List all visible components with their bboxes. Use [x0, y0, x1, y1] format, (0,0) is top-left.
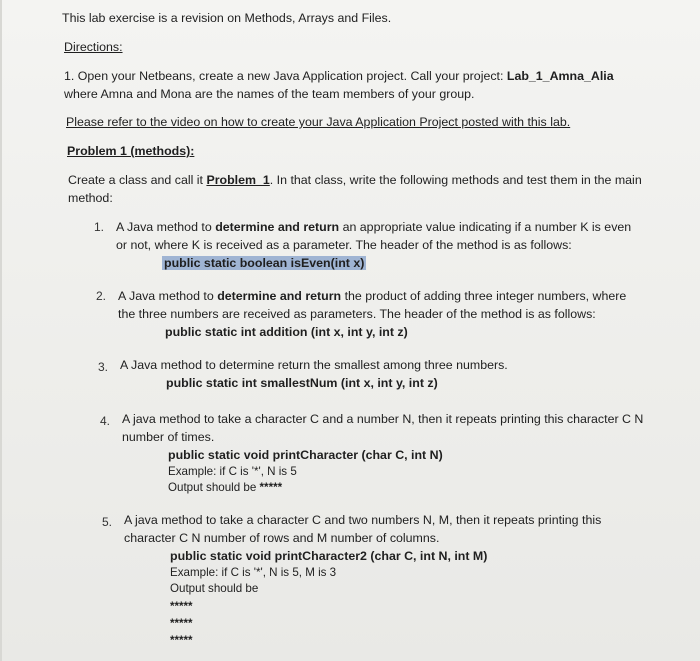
item-4-output: Output should be ***** — [168, 481, 283, 494]
item-3-line1: A Java method to determine return the smallest among three numbers. — [120, 358, 508, 372]
item-5-output-row: ***** — [170, 617, 193, 630]
item-4-line2: number of times. — [122, 430, 215, 444]
directions-heading: Directions: — [64, 40, 123, 54]
item-4-line1: A java method to take a character C and a number N, then it repeats printing this character C N — [122, 412, 644, 426]
item-number: 2. — [96, 289, 107, 303]
item-1-line2: or not, where K is received as a parameter. The header of the method is as follows: — [116, 238, 572, 252]
item-5-output-label: Output should be — [170, 582, 259, 595]
problem1-heading: Problem 1 (methods): — [67, 144, 195, 158]
step1-line2: where Amna and Mona are the names of the team members of your group. — [64, 87, 475, 101]
item-2-header: public static int addition (int x, int y, int z) — [165, 325, 408, 339]
item-1-header: public static boolean isEven(int x) — [164, 256, 365, 270]
item-number: 1. — [94, 220, 105, 234]
item-5-output-row: ***** — [170, 600, 193, 613]
create-class-line1: Create a class and call it Problem_1. In that class, write the following methods and test them in the main — [68, 173, 642, 187]
item-5-output-row: ***** — [170, 634, 193, 647]
item-4-example: Example: if C is '*', N is 5 — [168, 465, 297, 478]
item-number: 3. — [98, 360, 109, 374]
item-2-line1: A Java method to determine and return the product of adding three integer numbers, where — [118, 289, 627, 303]
item-5-example: Example: if C is '*', N is 5, M is 3 — [170, 566, 337, 579]
item-number: 5. — [102, 515, 113, 529]
intro-text: This lab exercise is a revision on Methods, Arrays and Files. — [62, 11, 392, 25]
item-number: 4. — [100, 414, 111, 428]
item-1-line1: A Java method to determine and return an appropriate value indicating if a number K is even — [116, 220, 632, 234]
item-5-line2: character C N number of rows and M number of columns. — [124, 531, 440, 545]
video-note: Please refer to the video on how to create your Java Application Project posted with this lab. — [66, 115, 571, 129]
item-3-header: public static int smallestNum (int x, int y, int z) — [166, 376, 438, 390]
item-5-line1: A java method to take a character C and two numbers N, M, then it repeats printing this — [124, 513, 602, 527]
item-5-header: public static void printCharacter2 (char C, int N, int M) — [170, 549, 488, 563]
project-name: Lab_1_Amna_Alia — [506, 69, 614, 83]
step1-line1: 1. Open your Netbeans, create a new Java Application project. Call your project: Lab_1_Amna_Alia — [64, 69, 614, 83]
item-4-header: public static void printCharacter (char C, int N) — [168, 448, 443, 462]
class-name: Problem_1 — [206, 173, 270, 187]
create-class-line2: method: — [68, 191, 113, 205]
item-2-line2: the three numbers are received as parameters. The header of the method is as follows: — [118, 307, 596, 321]
